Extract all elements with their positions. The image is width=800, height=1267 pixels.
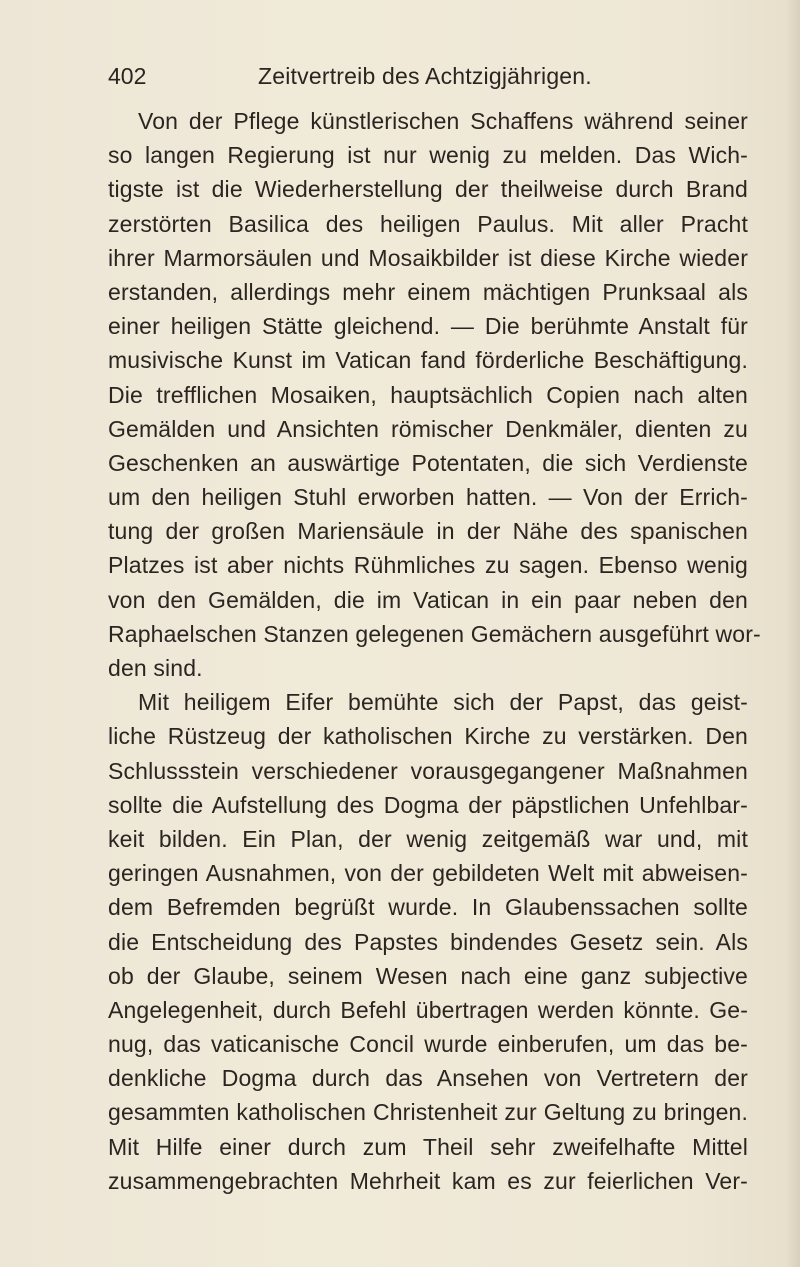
text-line: sollte die Aufstellung des Dogma der päpstlichen Unfehlbar-: [108, 791, 748, 818]
text-line: die Entscheidung des Papstes bindendes Gesetz sein. Als: [108, 928, 748, 955]
text-line: den sind.: [108, 655, 203, 681]
text-line: Platzes ist aber nichts Rühmliches zu sagen. Ebenso wenig: [108, 552, 748, 579]
text-line: Gemälden und Ansichten römischer Denkmäler, dienten zu: [108, 415, 748, 442]
page-edge-shadow: [786, 0, 800, 1267]
text-line: nug, das vaticanische Concil wurde einberufen, um das be-: [108, 1031, 748, 1058]
text-line: Von der Pflege künstlerischen Schaffens während seiner: [138, 108, 748, 134]
text-line: Mit heiligem Eifer bemühte sich der Papst, das geist-: [138, 689, 748, 716]
text-line: gesammten katholischen Christenheit zur Geltung zu bringen.: [108, 1099, 748, 1126]
text-line: erstanden, allerdings mehr einem mächtigen Prunksaal als: [108, 278, 748, 305]
text-line: Angelegenheit, durch Befehl übertragen werden könnte. Ge-: [108, 996, 748, 1023]
text-line: ob der Glaube, seinem Wesen nach eine ganz subjective: [108, 962, 748, 989]
text-line: Geschenken an auswärtige Potentaten, die sich Verdienste: [108, 449, 748, 476]
text-line: ihrer Marmorsäulen und Mosaikbilder ist diese Kirche wieder: [108, 244, 748, 271]
text-line: Mit Hilfe einer durch zum Theil sehr zweifelhafte Mittel: [108, 1133, 748, 1160]
paragraph: [108, 104, 761, 685]
text-line: tung der großen Mariensäule in der Nähe des spanischen: [108, 518, 748, 545]
text-line: Die trefflichen Mosaiken, hauptsächlich Copien nach alten: [108, 381, 748, 408]
paragraph: [108, 685, 748, 1198]
text-line: tigste ist die Wiederherstellung der theilweise durch Brand: [108, 176, 748, 203]
text-line: zerstörten Basilica des heiligen Paulus. Mit aller Pracht: [108, 210, 748, 237]
text-line: denkliche Dogma durch das Ansehen von Vertretern der: [108, 1065, 748, 1092]
text-line: geringen Ausnahmen, von der gebildeten Welt mit abweisen-: [108, 860, 748, 887]
text-line: Schlussstein verschiedener vorausgegangener Maßnahmen: [108, 757, 748, 784]
text-line: von den Gemälden, die im Vatican in ein paar neben den: [108, 586, 748, 613]
text-line: Raphaelschen Stanzen gelegenen Gemächern ausgeführt wor-: [108, 620, 761, 647]
text-line: dem Befremden begrüßt wurde. In Glaubenssachen sollte: [108, 894, 748, 921]
text-line: um den heiligen Stuhl erworben hatten. — Von der Errich-: [108, 484, 748, 511]
page-number: 402: [108, 63, 147, 89]
text-line: zusammengebrachten Mehrheit kam es zur feierlichen Ver-: [108, 1167, 748, 1194]
text-line: liche Rüstzeug der katholischen Kirche zu verstärken. Den: [108, 723, 748, 750]
text-line: einer heiligen Stätte gleichend. — Die berühmte Anstalt für: [108, 313, 748, 340]
running-head: [108, 58, 668, 94]
body-text: [108, 104, 761, 1198]
running-head-title: Zeitvertreib des Achtzigjährigen.: [258, 63, 592, 89]
text-line: so langen Regierung ist nur wenig zu melden. Das Wich-: [108, 142, 748, 169]
text-line: keit bilden. Ein Plan, der wenig zeitgemäß war und, mit: [108, 825, 748, 852]
text-line: musivische Kunst im Vatican fand förderliche Beschäftigung.: [108, 347, 748, 374]
